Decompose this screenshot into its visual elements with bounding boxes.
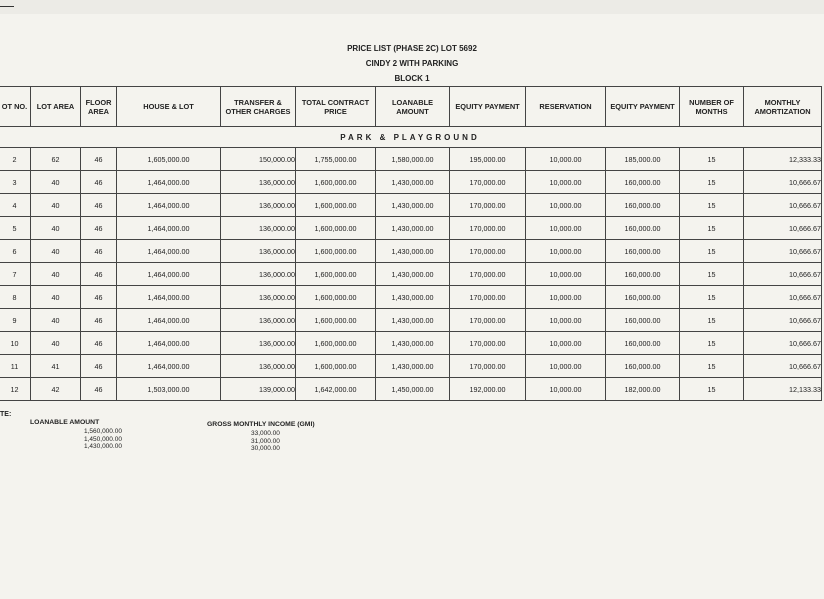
- house-lot-cell: 1,464,000.00: [117, 355, 221, 378]
- loanable-amount-cell: 1,430,000.00: [376, 263, 450, 286]
- reservation-cell: 10,000.00: [526, 194, 606, 217]
- house-lot-cell: 1,464,000.00: [117, 286, 221, 309]
- model-title: CINDY 2 WITH PARKING: [365, 59, 459, 68]
- transfer-charges-cell: 136,000.00: [221, 309, 296, 332]
- reservation-cell: 10,000.00: [526, 309, 606, 332]
- lot-no-cell: 2: [0, 148, 31, 171]
- total-contract-price-cell: 1,600,000.00: [296, 194, 376, 217]
- transfer-charges-cell: 136,000.00: [221, 286, 296, 309]
- col-header: TOTAL CONTRACT PRICE: [296, 87, 376, 127]
- table-row: [0, 171, 822, 194]
- lot-no-cell: 8: [0, 286, 31, 309]
- lot-area-cell: 40: [31, 286, 81, 309]
- floor-area-cell: 46: [81, 171, 117, 194]
- lot-area-cell: 40: [31, 194, 81, 217]
- equity-payment-cell: 170,000.00: [450, 240, 526, 263]
- lot-no-cell: 12: [0, 378, 31, 401]
- lot-area-cell: 41: [31, 355, 81, 378]
- monthly-amortization-cell: 10,666.67: [744, 263, 822, 286]
- equity-payment-cell: 170,000.00: [450, 286, 526, 309]
- floor-area-cell: 46: [81, 240, 117, 263]
- floor-area-cell: 46: [81, 378, 117, 401]
- col-header: TRANSFER & OTHER CHARGES: [221, 87, 296, 127]
- house-lot-cell: 1,464,000.00: [117, 194, 221, 217]
- lot-no-cell: 4: [0, 194, 31, 217]
- equity-payment-cell: 170,000.00: [450, 171, 526, 194]
- table-row: [0, 263, 822, 286]
- months-cell: 15: [680, 286, 744, 309]
- col-header: EQUITY PAYMENT: [606, 87, 680, 127]
- section-label: PARK & PLAYGROUND: [0, 127, 822, 148]
- total-contract-price-cell: 1,600,000.00: [296, 309, 376, 332]
- floor-area-cell: 46: [81, 355, 117, 378]
- total-contract-price-cell: 1,600,000.00: [296, 332, 376, 355]
- months-cell: 15: [680, 171, 744, 194]
- lot-area-cell: 42: [31, 378, 81, 401]
- house-lot-cell: 1,464,000.00: [117, 240, 221, 263]
- col-header: NUMBER OF MONTHS: [680, 87, 744, 127]
- table-row: [0, 355, 822, 378]
- equity-balance-cell: 160,000.00: [606, 263, 680, 286]
- house-lot-cell: 1,464,000.00: [117, 309, 221, 332]
- total-contract-price-cell: 1,600,000.00: [296, 263, 376, 286]
- loanable-amount-cell: 1,430,000.00: [376, 355, 450, 378]
- lot-area-cell: 40: [31, 171, 81, 194]
- reservation-cell: 10,000.00: [526, 171, 606, 194]
- house-lot-cell: 1,464,000.00: [117, 263, 221, 286]
- loanable-amount-cell: 1,430,000.00: [376, 217, 450, 240]
- table-header-row: [0, 87, 822, 127]
- col-header: LOT AREA: [31, 87, 81, 127]
- monthly-amortization-cell: 10,666.67: [744, 217, 822, 240]
- equity-payment-cell: 170,000.00: [450, 217, 526, 240]
- equity-balance-cell: 160,000.00: [606, 171, 680, 194]
- gmi-list: [251, 430, 280, 453]
- reservation-cell: 10,000.00: [526, 148, 606, 171]
- equity-balance-cell: 160,000.00: [606, 217, 680, 240]
- monthly-amortization-cell: 10,666.67: [744, 332, 822, 355]
- price-list-title: PRICE LIST (PHASE 2C) LOT 5692: [347, 44, 477, 53]
- gmi-value: 31,000.00: [251, 437, 280, 445]
- monthly-amortization-cell: 10,666.67: [744, 286, 822, 309]
- equity-payment-cell: 170,000.00: [450, 309, 526, 332]
- note-label: TE:: [0, 411, 12, 418]
- equity-balance-cell: 185,000.00: [606, 148, 680, 171]
- months-cell: 15: [680, 148, 744, 171]
- lot-no-cell: 7: [0, 263, 31, 286]
- equity-balance-cell: 160,000.00: [606, 286, 680, 309]
- equity-payment-cell: 170,000.00: [450, 263, 526, 286]
- loanable-amount-list: [84, 428, 122, 451]
- equity-payment-cell: 195,000.00: [450, 148, 526, 171]
- months-cell: 15: [680, 240, 744, 263]
- total-contract-price-cell: 1,755,000.00: [296, 148, 376, 171]
- gmi-value: 30,000.00: [251, 445, 280, 452]
- lot-no-cell: 11: [0, 355, 31, 378]
- table-row: [0, 148, 822, 171]
- transfer-charges-cell: 136,000.00: [221, 194, 296, 217]
- gmi-title: GROSS MONTHLY INCOME (GMI): [207, 421, 315, 428]
- lot-area-cell: 62: [31, 148, 81, 171]
- monthly-amortization-cell: 12,333.33: [744, 148, 822, 171]
- months-cell: 15: [680, 378, 744, 401]
- col-header: MONTHLY AMORTIZATION: [744, 87, 822, 127]
- total-contract-price-cell: 1,600,000.00: [296, 355, 376, 378]
- loanable-amount-cell: 1,430,000.00: [376, 309, 450, 332]
- monthly-amortization-cell: 12,133.33: [744, 378, 822, 401]
- monthly-amortization-cell: 10,666.67: [744, 240, 822, 263]
- gmi-value: 33,000.00: [251, 430, 280, 437]
- total-contract-price-cell: 1,600,000.00: [296, 240, 376, 263]
- price-table: [0, 86, 822, 401]
- col-header: HOUSE & LOT: [117, 87, 221, 127]
- col-header: LOANABLE AMOUNT: [376, 87, 450, 127]
- months-cell: 15: [680, 355, 744, 378]
- reservation-cell: 10,000.00: [526, 355, 606, 378]
- total-contract-price-cell: 1,600,000.00: [296, 171, 376, 194]
- loanable-amount-cell: 1,430,000.00: [376, 332, 450, 355]
- total-contract-price-cell: 1,642,000.00: [296, 378, 376, 401]
- block-title: BLOCK 1: [394, 74, 430, 83]
- lot-no-cell: 10: [0, 332, 31, 355]
- loanable-amount-title: LOANABLE AMOUNT: [30, 419, 100, 426]
- equity-payment-cell: 170,000.00: [450, 355, 526, 378]
- loanable-amount-cell: 1,450,000.00: [376, 378, 450, 401]
- reservation-cell: 10,000.00: [526, 240, 606, 263]
- house-lot-cell: 1,605,000.00: [117, 148, 221, 171]
- house-lot-cell: 1,464,000.00: [117, 171, 221, 194]
- loanable-amount-cell: 1,580,000.00: [376, 148, 450, 171]
- floor-area-cell: 46: [81, 309, 117, 332]
- monthly-amortization-cell: 10,666.67: [744, 194, 822, 217]
- months-cell: 15: [680, 309, 744, 332]
- total-contract-price-cell: 1,600,000.00: [296, 286, 376, 309]
- loanable-amount-cell: 1,430,000.00: [376, 286, 450, 309]
- equity-payment-cell: 170,000.00: [450, 194, 526, 217]
- loanable-value: 1,430,000.00: [84, 443, 122, 450]
- months-cell: 15: [680, 194, 744, 217]
- section-row: [0, 127, 822, 148]
- table-row: [0, 217, 822, 240]
- table-row: [0, 309, 822, 332]
- monthly-amortization-cell: 10,666.67: [744, 171, 822, 194]
- transfer-charges-cell: 136,000.00: [221, 355, 296, 378]
- loanable-amount-cell: 1,430,000.00: [376, 240, 450, 263]
- reservation-cell: 10,000.00: [526, 217, 606, 240]
- lot-area-cell: 40: [31, 263, 81, 286]
- col-header: RESERVATION: [526, 87, 606, 127]
- monthly-amortization-cell: 10,666.67: [744, 355, 822, 378]
- floor-area-cell: 46: [81, 286, 117, 309]
- transfer-charges-cell: 136,000.00: [221, 332, 296, 355]
- lot-area-cell: 40: [31, 217, 81, 240]
- monthly-amortization-cell: 10,666.67: [744, 309, 822, 332]
- lot-area-cell: 40: [31, 309, 81, 332]
- col-header: EQUITY PAYMENT: [450, 87, 526, 127]
- equity-balance-cell: 160,000.00: [606, 240, 680, 263]
- floor-area-cell: 46: [81, 194, 117, 217]
- loanable-amount-cell: 1,430,000.00: [376, 194, 450, 217]
- house-lot-cell: 1,503,000.00: [117, 378, 221, 401]
- floor-area-cell: 46: [81, 263, 117, 286]
- lot-area-cell: 40: [31, 240, 81, 263]
- months-cell: 15: [680, 332, 744, 355]
- house-lot-cell: 1,464,000.00: [117, 217, 221, 240]
- reservation-cell: 10,000.00: [526, 263, 606, 286]
- loanable-value: 1,450,000.00: [84, 435, 122, 443]
- reservation-cell: 10,000.00: [526, 286, 606, 309]
- equity-payment-cell: 192,000.00: [450, 378, 526, 401]
- table-row: [0, 240, 822, 263]
- table-row: [0, 378, 822, 401]
- equity-balance-cell: 160,000.00: [606, 332, 680, 355]
- house-lot-cell: 1,464,000.00: [117, 332, 221, 355]
- transfer-charges-cell: 136,000.00: [221, 240, 296, 263]
- col-header: FLOOR AREA: [81, 87, 117, 127]
- transfer-charges-cell: 136,000.00: [221, 217, 296, 240]
- table-row: [0, 194, 822, 217]
- transfer-charges-cell: 150,000.00: [221, 148, 296, 171]
- floor-area-cell: 46: [81, 217, 117, 240]
- equity-balance-cell: 160,000.00: [606, 309, 680, 332]
- floor-area-cell: 46: [81, 332, 117, 355]
- scan-mark: [0, 6, 14, 7]
- transfer-charges-cell: 139,000.00: [221, 378, 296, 401]
- lot-no-cell: 6: [0, 240, 31, 263]
- months-cell: 15: [680, 263, 744, 286]
- total-contract-price-cell: 1,600,000.00: [296, 217, 376, 240]
- lot-no-cell: 5: [0, 217, 31, 240]
- equity-payment-cell: 170,000.00: [450, 332, 526, 355]
- equity-balance-cell: 160,000.00: [606, 355, 680, 378]
- months-cell: 15: [680, 217, 744, 240]
- loanable-amount-cell: 1,430,000.00: [376, 171, 450, 194]
- table-row: [0, 286, 822, 309]
- lot-area-cell: 40: [31, 332, 81, 355]
- transfer-charges-cell: 136,000.00: [221, 171, 296, 194]
- reservation-cell: 10,000.00: [526, 378, 606, 401]
- reservation-cell: 10,000.00: [526, 332, 606, 355]
- floor-area-cell: 46: [81, 148, 117, 171]
- col-header: OT NO.: [0, 87, 31, 127]
- equity-balance-cell: 182,000.00: [606, 378, 680, 401]
- transfer-charges-cell: 136,000.00: [221, 263, 296, 286]
- loanable-value: 1,560,000.00: [84, 428, 122, 435]
- table-row: [0, 332, 822, 355]
- lot-no-cell: 3: [0, 171, 31, 194]
- equity-balance-cell: 160,000.00: [606, 194, 680, 217]
- lot-no-cell: 9: [0, 309, 31, 332]
